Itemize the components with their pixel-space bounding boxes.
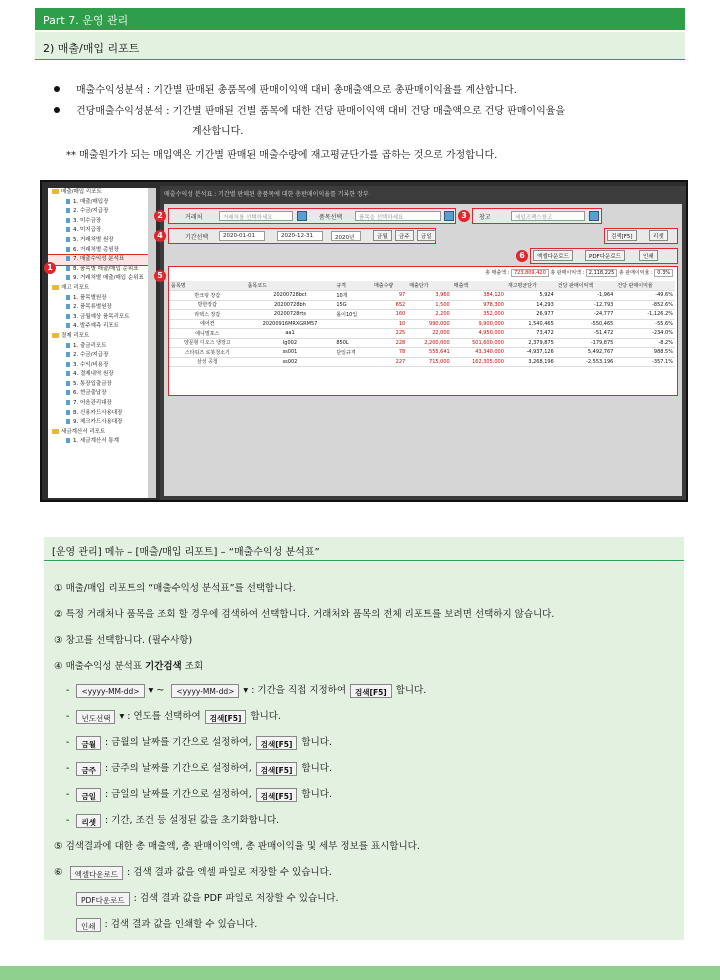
- document-icon: [66, 295, 70, 300]
- warehouse-search-icon[interactable]: [589, 211, 599, 221]
- table-cell: 78: [372, 348, 407, 358]
- today-button[interactable]: 금일: [417, 230, 436, 241]
- document-icon: [66, 343, 70, 348]
- table-cell: 10개: [334, 291, 372, 301]
- table-cell: -24,777: [556, 310, 616, 320]
- table-cell: 4,950,000: [452, 329, 506, 339]
- footer-bar: [0, 966, 720, 980]
- document-icon: [66, 400, 70, 405]
- table-cell: 43,340,000: [452, 348, 506, 358]
- report-title: 매출수익성 분석표 : 기간별 판매된 총품목에 대한 총판매이익율를 기록한 장부: [164, 191, 369, 198]
- document-icon: [66, 256, 70, 261]
- table-cell: [334, 357, 372, 367]
- document-icon: [66, 218, 70, 223]
- table-row[interactable]: [169, 291, 675, 301]
- total-rate: 0.3%: [654, 269, 673, 277]
- tree-label: 4. 미지급장: [73, 227, 102, 234]
- reset-button[interactable]: 리셋: [649, 230, 668, 241]
- table-cell: 1,540,465: [506, 319, 556, 329]
- tree-item[interactable]: [48, 370, 156, 380]
- guide-6-excel: ⑥ 엑셀다운로드 : 검색 결과 값을 엑셀 파일로 저장할 수 있습니다.: [54, 867, 332, 879]
- bullet-1: 매출수익성분석 : 기간별 판매된 총품목에 판매이익액 대비 총매출액으로 총판매이익율를 계산합니다.: [50, 83, 517, 99]
- tree-item[interactable]: [48, 207, 156, 217]
- marker-2: 2: [154, 210, 166, 222]
- total-sales: 723,809,420: [511, 269, 549, 277]
- column-header[interactable]: 재고평균단가: [506, 281, 556, 291]
- table-cell: 양문형 디오스 냉장고: [169, 338, 246, 348]
- part-header: Part 7. 운영 관리: [35, 8, 685, 30]
- table-cell: 73,472: [506, 329, 556, 339]
- table-cell: 9,900,000: [452, 319, 506, 329]
- table-cell: 97: [372, 291, 407, 301]
- table-row[interactable]: [169, 300, 675, 310]
- note: ** 매출원가가 되는 매입액은 기간별 판매된 매출수량에 재고평균단가를 곱하는 것으로 가정합니다.: [66, 150, 498, 161]
- table-cell: 2,200: [407, 310, 452, 320]
- marker-5: 5: [154, 270, 166, 282]
- document-icon: [66, 227, 70, 232]
- table-cell: 에어컨: [169, 319, 246, 329]
- tree-label: 1. 매출/매입장: [73, 198, 109, 205]
- tree-label: 3. 금월예상 품목리포트: [73, 313, 130, 320]
- document-icon: [66, 371, 70, 376]
- table-cell: -8.2%: [615, 338, 675, 348]
- table-row[interactable]: [169, 310, 675, 320]
- tree-label: 매출/매입 리포트: [61, 189, 102, 195]
- marker-6: 6: [516, 250, 528, 262]
- column-header[interactable]: 건당 판매이익액: [556, 281, 616, 291]
- guide-2: ② 특정 거래처나 품목을 조회 할 경우에 검색하여 선택합니다. 거래처와 품목의 전체 리포트를 보려면 선택하지 않습니다.: [54, 609, 555, 620]
- table-cell: lg002: [246, 338, 335, 348]
- this-month-button[interactable]: 금월: [373, 230, 392, 241]
- table-cell: 22,000: [407, 329, 452, 339]
- table-cell: 2,200,000: [407, 338, 452, 348]
- table-cell: 990,000: [407, 319, 452, 329]
- warehouse-label: 창고: [479, 214, 491, 221]
- table-cell: 15G: [334, 300, 372, 310]
- table-cell: [334, 329, 372, 339]
- client-search-icon[interactable]: [297, 211, 307, 221]
- document-icon: [66, 314, 70, 319]
- section-title: 2) 매출/매입 리포트: [35, 32, 685, 60]
- table-cell: -55.6%: [615, 319, 675, 329]
- period-box: [168, 228, 436, 244]
- report-tree: [48, 188, 156, 498]
- tree-item[interactable]: [48, 389, 156, 399]
- search-reset-box: [604, 228, 678, 244]
- export-box: [530, 248, 678, 264]
- document-icon: [66, 199, 70, 204]
- client-label: 거래처: [185, 214, 203, 221]
- table-cell: -2,553,196: [556, 357, 616, 367]
- table-cell: 1,500: [407, 300, 452, 310]
- marker-4: 4: [154, 230, 166, 242]
- table-cell: 988.5%: [615, 348, 675, 358]
- column-header[interactable]: 매출단가: [407, 281, 452, 291]
- tree-item[interactable]: [48, 437, 156, 447]
- guide-4-week: - 금주 : 금주의 날짜를 기간으로 설정하여, 검색[F5] 합니다.: [66, 763, 332, 775]
- column-header[interactable]: 품목코드: [246, 281, 335, 291]
- column-header[interactable]: 매출수량: [372, 281, 407, 291]
- result-table: [169, 281, 675, 367]
- report-panel: [157, 186, 686, 500]
- tree-item[interactable]: [48, 236, 156, 246]
- tree-label: 2. 수금/지급장: [73, 352, 109, 359]
- document-icon: [66, 323, 70, 328]
- tree-label: 6. 거래처별 총원장: [73, 246, 119, 253]
- tree-label: 1. 세금계산서 통계: [73, 438, 119, 445]
- tree-label: 8. 신용카드사용대장: [73, 409, 123, 416]
- guide-box: [44, 562, 684, 940]
- table-cell: -550,465: [556, 319, 616, 329]
- table-cell: 20200728bh: [246, 300, 335, 310]
- table-cell: 227: [372, 357, 407, 367]
- marker-3: 3: [458, 210, 470, 222]
- table-cell: 라텍스 장갑: [169, 310, 246, 320]
- guide-5: ⑤ 검색결과에 대한 총 매출액, 총 판매이익액, 총 판매이익율 및 세부 정보를 표시합니다.: [54, 841, 420, 852]
- result-box: [168, 266, 678, 396]
- tree-item[interactable]: [48, 351, 156, 361]
- document-icon: [66, 390, 70, 395]
- document-icon: [66, 208, 70, 213]
- document-icon: [66, 275, 70, 280]
- tree-item[interactable]: [48, 217, 156, 227]
- tree-item[interactable]: [48, 255, 156, 265]
- table-cell: 20200728bct: [246, 291, 335, 301]
- table-cell: -51,472: [556, 329, 616, 339]
- client-input[interactable]: 거래처를 선택하세요: [219, 211, 293, 221]
- table-cell: ss001: [246, 348, 335, 358]
- tree-label: 7. 어음관리대장: [73, 400, 112, 407]
- table-cell: 애니멀포스: [169, 329, 246, 339]
- folder-icon: [52, 285, 59, 290]
- table-cell: 5,492,767: [556, 348, 616, 358]
- tree-item[interactable]: [48, 198, 156, 208]
- guide-3: ③ 창고를 선택합니다. (필수사항): [54, 635, 193, 646]
- tree-label: 7. 매출수익성 분석표: [73, 256, 125, 263]
- table-cell: 26,977: [506, 310, 556, 320]
- guide-caption: [운영 관리] 메뉴 – [매출/매입 리포트] – “매출수익성 분석표”: [44, 537, 684, 561]
- tree-item[interactable]: [48, 409, 156, 419]
- search-button[interactable]: 검색[F5]: [607, 230, 637, 241]
- table-cell: 850L: [334, 338, 372, 348]
- tree-label: 1. 출금리포트: [73, 342, 107, 349]
- guide-6-print: 인쇄 : 검색 결과 값을 인쇄할 수 있습니다.: [72, 916, 257, 932]
- table-cell: 978,300: [452, 300, 506, 310]
- table-cell: 352,000: [452, 310, 506, 320]
- tree-label: 8. 품목별 매출/매입 순위표: [73, 265, 139, 272]
- warehouse-input[interactable]: 세일즈팩스창고: [511, 211, 585, 221]
- document-icon: [66, 304, 70, 309]
- tree-item[interactable]: [48, 418, 156, 428]
- summary-row: 총 매출액 : 723,809,420 총 판매이익액 : 2,118,225 총 판매이익율 : 0.3%: [485, 269, 673, 276]
- table-row[interactable]: [169, 329, 675, 339]
- table-cell: -49.6%: [615, 291, 675, 301]
- table-cell: 3,960: [407, 291, 452, 301]
- document-icon: [66, 247, 70, 252]
- tree-label: 3. 수익/비용장: [73, 361, 109, 368]
- table-cell: 555,641: [407, 348, 452, 358]
- item-label: 품목선택: [319, 214, 343, 221]
- table-cell: 스타워즈 로봇청소기: [169, 348, 246, 358]
- table-cell: -1,964: [556, 291, 616, 301]
- document-icon: [66, 266, 70, 271]
- table-cell: 반크팅 장갑: [169, 291, 246, 301]
- filter-box: [168, 208, 456, 224]
- warehouse-box: [472, 208, 602, 224]
- document-icon: [66, 237, 70, 242]
- tree-label: 2. 품목류별원장: [73, 304, 112, 311]
- table-cell: -234.0%: [615, 329, 675, 339]
- document-icon: [66, 438, 70, 443]
- tree-label: 6. 현금출납장: [73, 390, 107, 397]
- bullet-2-cont: 계산합니다.: [192, 126, 244, 137]
- tree-label: 5. 통장입출금장: [73, 380, 112, 387]
- table-row[interactable]: [169, 357, 675, 367]
- tree-item[interactable]: [48, 265, 156, 275]
- tree-label: 재고 리포트: [61, 284, 90, 291]
- year-select[interactable]: 2020년: [331, 231, 361, 241]
- tree-item[interactable]: [48, 294, 156, 304]
- guide-4: ④ 매출수익성 분석표 기간검색 조회: [54, 661, 204, 672]
- tree-item[interactable]: [48, 313, 156, 323]
- folder-icon: [52, 189, 59, 194]
- table-cell: 롤이10입: [334, 310, 372, 320]
- bullet-2: 건당매출수익성분석 : 기간별 판매된 건별 품목에 대한 건당 판매이익액 대비 건당 매출액으로 건당 판매이익율을: [50, 104, 565, 120]
- table-cell: 방한장갑: [169, 300, 246, 310]
- tree-group[interactable]: [48, 284, 156, 294]
- tree-label: 2. 수금/지급장: [73, 208, 109, 215]
- table-cell: [334, 319, 372, 329]
- guide-4-month: - 금월 : 금월의 날짜를 기간으로 설정하여, 검색[F5] 합니다.: [66, 737, 332, 749]
- item-input[interactable]: 품목을 선택하세요: [355, 211, 441, 221]
- table-row[interactable]: [169, 319, 675, 329]
- table-cell: ss002: [246, 357, 335, 367]
- tree-item[interactable]: [48, 399, 156, 409]
- app-screenshot: [40, 180, 688, 502]
- table-row[interactable]: [169, 338, 675, 348]
- guide-4-date: - <yyyy-MM-dd> ▾ ~ <yyyy-MM-dd> ▾ : 기간을 직접 지정하여 검색[F5] 합니다.: [66, 685, 427, 697]
- tree-label: 3. 미수금장: [73, 217, 102, 224]
- date-to[interactable]: 2020-12-31: [277, 231, 323, 241]
- table-cell: 228: [372, 338, 407, 348]
- tree-item[interactable]: [48, 246, 156, 256]
- tree-label: 5. 거래처별 원장: [73, 236, 114, 243]
- tree-label: 결제 리포트: [61, 332, 90, 339]
- column-header[interactable]: 규격: [334, 281, 372, 291]
- table-cell: -1,126.2%: [615, 310, 675, 320]
- table-cell: 160: [372, 310, 407, 320]
- guide-6-pdf: PDF다운로드 : 검색 결과 값을 PDF 파일로 저장할 수 있습니다.: [72, 890, 339, 906]
- table-cell: 3,268,196: [506, 357, 556, 367]
- table-cell: 5,924: [506, 291, 556, 301]
- column-header[interactable]: 매출액: [452, 281, 506, 291]
- date-from[interactable]: 2020-01-01: [219, 231, 265, 241]
- tree-label: 1. 품목별원장: [73, 294, 107, 301]
- tree-item[interactable]: [48, 380, 156, 390]
- table-cell: 10: [372, 319, 407, 329]
- table-cell: 384,120: [452, 291, 506, 301]
- column-header[interactable]: 건당 판매이익율: [615, 281, 675, 291]
- period-label: 기간선택: [185, 234, 209, 241]
- column-header[interactable]: 품목명: [169, 281, 246, 291]
- document-icon: [66, 381, 70, 386]
- total-profit: 2,118,225: [586, 269, 617, 277]
- tree-label: 4. 발주예측 리포트: [73, 323, 119, 330]
- table-cell: 삼성 공청: [169, 357, 246, 367]
- table-cell: 20200916MRXGRM57: [246, 319, 335, 329]
- tree-group[interactable]: [48, 332, 156, 342]
- guide-4-day: - 금일 : 금일의 날짜를 기간으로 설정하여, 검색[F5] 합니다.: [66, 789, 332, 801]
- document-icon: [66, 410, 70, 415]
- tree-item[interactable]: [48, 226, 156, 236]
- table-cell: 단일규격: [334, 348, 372, 358]
- tree-item[interactable]: [48, 322, 156, 332]
- table-cell: 501,600,000: [452, 338, 506, 348]
- tree-group[interactable]: [48, 188, 156, 198]
- tree-label: 9. 체크카드사용대장: [73, 419, 123, 426]
- table-cell: aa1: [246, 329, 335, 339]
- pdf-download-button[interactable]: PDF다운로드: [585, 250, 625, 261]
- tree-label: 4. 결제내역 원장: [73, 371, 114, 378]
- table-cell: 14,293: [506, 300, 556, 310]
- tree-label: 세금계산서 리포트: [61, 428, 106, 435]
- folder-icon: [52, 429, 59, 434]
- document-icon: [66, 419, 70, 424]
- tree-item[interactable]: [48, 303, 156, 313]
- table-cell: 20200728rts: [246, 310, 335, 320]
- table-cell: -852.6%: [615, 300, 675, 310]
- tree-item[interactable]: [48, 274, 156, 284]
- table-cell: -12,793: [556, 300, 616, 310]
- table-cell: -357.1%: [615, 357, 675, 367]
- this-week-button[interactable]: 금주: [395, 230, 414, 241]
- excel-download-button[interactable]: 엑셀다운로드: [533, 250, 573, 261]
- table-cell: -4,937,126: [506, 348, 556, 358]
- table-cell: 162,305,000: [452, 357, 506, 367]
- document-icon: [66, 352, 70, 357]
- document-icon: [66, 362, 70, 367]
- print-button[interactable]: 인쇄: [639, 250, 658, 261]
- guide-1: ① 매출/매입 리포트의 “매출수익성 분석표”를 선택합니다.: [54, 583, 296, 594]
- tree-item[interactable]: [48, 361, 156, 371]
- table-cell: 2,379,875: [506, 338, 556, 348]
- tree-group[interactable]: [48, 428, 156, 438]
- table-cell: 225: [372, 329, 407, 339]
- tree-item[interactable]: [48, 342, 156, 352]
- table-cell: -179,875: [556, 338, 616, 348]
- guide-4-reset: - 리셋 : 기간, 조건 등 설정된 값을 초기화합니다.: [66, 815, 280, 827]
- table-row[interactable]: [169, 348, 675, 358]
- item-search-icon[interactable]: [444, 211, 454, 221]
- table-cell: 652: [372, 300, 407, 310]
- marker-1: 1: [44, 262, 56, 274]
- folder-icon: [52, 333, 59, 338]
- table-cell: 715,000: [407, 357, 452, 367]
- tree-label: 9. 거래처별 매출/매입 순위표: [73, 275, 144, 282]
- guide-4-year: - 년도선택 ▾ : 연도를 선택하여 검색[F5] 합니다.: [66, 711, 281, 723]
